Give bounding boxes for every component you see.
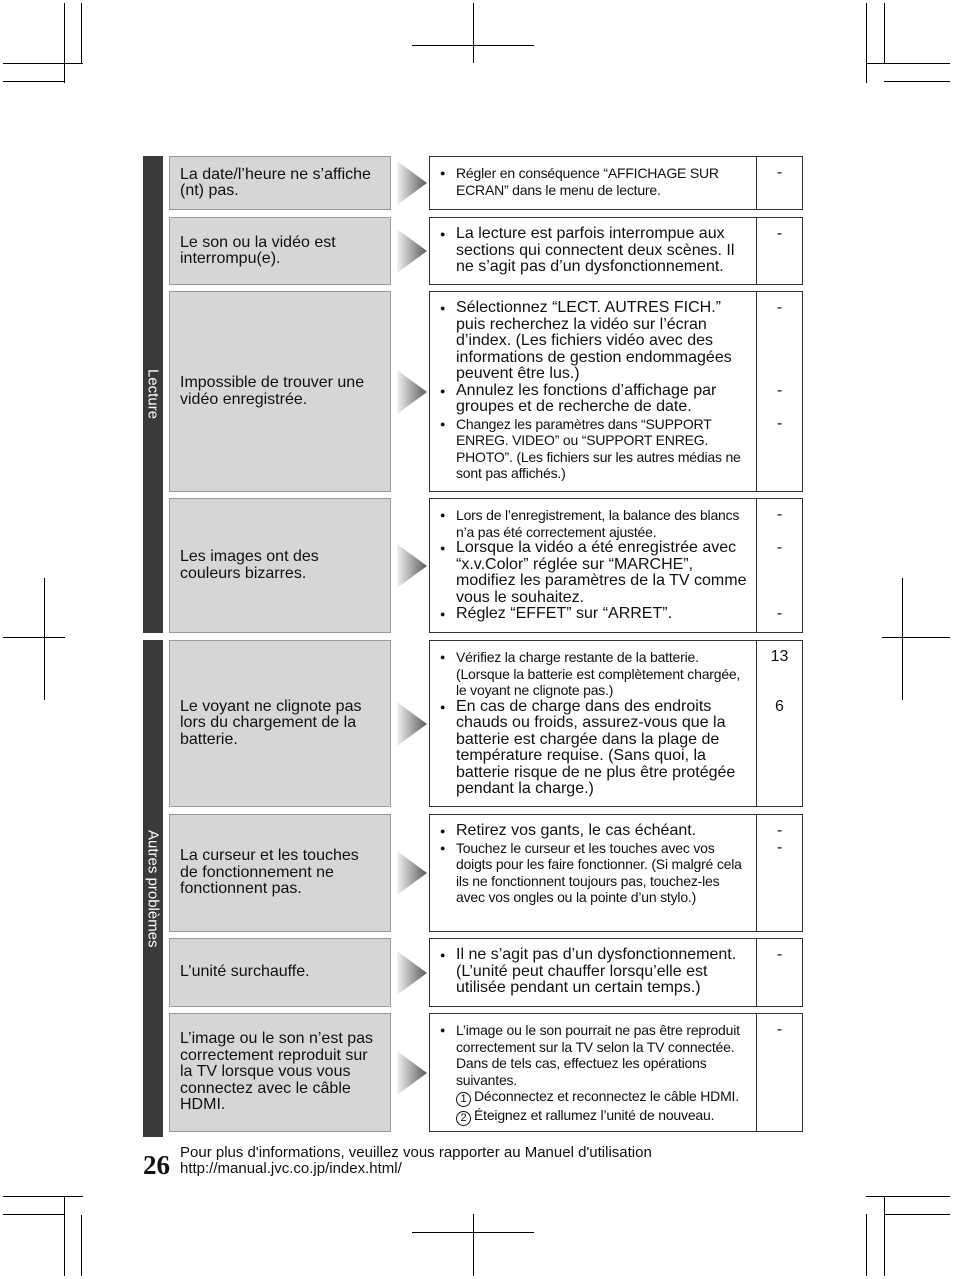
section-label: Lecture bbox=[144, 369, 162, 420]
problem-text: L’image ou le son n’est pas correctement reproduit sur la TV lorsque vous vous connectez avec le câble HDMI. bbox=[180, 1030, 374, 1114]
section-label: Autres problèmes bbox=[144, 829, 162, 948]
step-item bbox=[438, 1107, 748, 1126]
reference-page: - bbox=[776, 1021, 783, 1038]
solution-cell bbox=[429, 814, 757, 932]
solution-cell bbox=[429, 1013, 757, 1132]
solution-item: ● Sélectionnez “LECT. AUTRES FICH.” puis recherchez la vidéo sur l’écran d’index. (Les fichiers vidéo avec des informations de gestion endommagées peuvent être lus.) bbox=[438, 300, 748, 383]
reference-page: 6 bbox=[775, 697, 784, 715]
table-row bbox=[169, 217, 803, 285]
solution-cell bbox=[429, 291, 757, 492]
problem-cell bbox=[169, 1013, 391, 1132]
arrow-right-icon bbox=[397, 1051, 427, 1095]
solution-cell bbox=[429, 938, 757, 1007]
page-number: 26 bbox=[143, 1150, 170, 1180]
reference-page: - bbox=[776, 414, 783, 432]
step-number: 2 bbox=[456, 1111, 471, 1126]
reference-page: - bbox=[776, 605, 783, 622]
problem-cell bbox=[169, 156, 391, 210]
problem-cell bbox=[169, 938, 391, 1007]
footer-line: Pour plus d'informations, veuillez vous rapporter au Manuel d'utilisation bbox=[180, 1144, 652, 1161]
arrow-right-icon bbox=[397, 544, 427, 588]
table-row bbox=[169, 938, 803, 1007]
problem-cell bbox=[169, 217, 391, 285]
solution-item: ● La lecture est parfois interrompue aux sections qui connectent deux scènes. Il ne s’agit pas d’un dysfonctionnement. bbox=[438, 226, 748, 276]
reference-page-cell bbox=[757, 814, 803, 932]
table-row bbox=[169, 640, 803, 807]
arrow-right-icon bbox=[397, 951, 427, 995]
solution-item: ● Changez les paramètres dans “SUPPORT ENREG. VIDEO” ou “SUPPORT ENREG. PHOTO”. (Les fichiers sur les autres médias ne sont pas affichés.) bbox=[438, 416, 748, 482]
footer-url: http://manual.jvc.co.jp/index.html/ bbox=[180, 1160, 402, 1177]
step-item bbox=[438, 1088, 748, 1107]
arrow-right-icon bbox=[397, 229, 427, 273]
solution-item: ● Lorsque la vidéo a été enregistrée avec “x.v.Color” réglée sur “MARCHE”, modifiez les paramètres de la TV comme vous le souhaitez. bbox=[438, 540, 748, 606]
reference-page: - bbox=[776, 299, 783, 316]
problem-text: Le voyant ne clignote pas lors du chargement de la batterie. bbox=[180, 697, 362, 748]
reference-page: - bbox=[776, 838, 783, 856]
solution-item: ● Annulez les fonctions d’affichage par groupes et de recherche de date. bbox=[438, 383, 748, 416]
solution-cell bbox=[429, 640, 757, 807]
reference-page-cell bbox=[757, 498, 803, 633]
solution-item: ● Régler en conséquence “AFFICHAGE SUR ECRAN” dans le menu de lecture. bbox=[438, 165, 748, 198]
reference-page-cell bbox=[757, 938, 803, 1007]
solution-cell bbox=[429, 498, 757, 633]
step-number: 1 bbox=[456, 1092, 471, 1107]
section-tab-lecture bbox=[143, 156, 163, 633]
problem-cell bbox=[169, 814, 391, 932]
arrow-right-icon bbox=[397, 161, 427, 205]
table-row bbox=[169, 1013, 803, 1132]
problem-cell bbox=[169, 291, 391, 492]
table-row bbox=[169, 291, 803, 492]
reference-page: 13 bbox=[770, 648, 789, 665]
problem-text: Le son ou la vidéo est interrompu(e). bbox=[180, 233, 336, 267]
solution-item: ● En cas de charge dans des endroits chauds ou froids, assurez-vous que la batterie est chargée dans la plage de température requise. (Sans quoi, la batterie risque de ne plus être protégée pendant la charge.) bbox=[438, 699, 748, 798]
solution-item: ● Touchez le curseur et les touches avec vos doigts pour les faire fonctionner. (Si malgré cela ils ne fonctionnent toujours pas, touchez-les avec vos ongles ou la pointe d’un stylo.) bbox=[438, 840, 748, 906]
reference-page-cell bbox=[757, 291, 803, 492]
solution-cell bbox=[429, 156, 757, 210]
reference-page-cell bbox=[757, 1013, 803, 1132]
problem-cell bbox=[169, 498, 391, 633]
problem-text: La date/l’heure ne s’affiche (nt) pas. bbox=[180, 165, 371, 199]
problem-text: Impossible de trouver une vidéo enregistrée. bbox=[180, 374, 365, 408]
section-tab-autres bbox=[143, 640, 163, 1137]
reference-page: - bbox=[776, 822, 783, 839]
reference-page-cell bbox=[757, 156, 803, 210]
step-text: Éteignez et rallumez l’unité de nouveau. bbox=[474, 1107, 715, 1123]
arrow-right-icon bbox=[397, 370, 427, 414]
problem-text: La curseur et les touches de fonctionnement ne fonctionnent pas. bbox=[180, 847, 359, 898]
reference-page: - bbox=[776, 946, 783, 963]
reference-page: - bbox=[776, 539, 783, 556]
solution-item: ● L’image ou le son pourrait ne pas être reproduit correctement sur la TV selon la TV connectée. Dans de tels cas, effectuez les opérations suivantes. bbox=[438, 1022, 748, 1088]
problem-cell bbox=[169, 640, 391, 807]
reference-page: - bbox=[776, 225, 783, 242]
solution-item: ● Retirez vos gants, le cas échéant. bbox=[438, 823, 748, 840]
arrow-right-icon bbox=[397, 702, 427, 746]
problem-text: L’unité surchauffe. bbox=[180, 963, 310, 981]
reference-page-cell bbox=[757, 217, 803, 285]
table-row bbox=[169, 814, 803, 932]
table-row bbox=[169, 498, 803, 633]
footer-note bbox=[180, 1145, 652, 1177]
table-row bbox=[169, 156, 803, 210]
solution-cell bbox=[429, 217, 757, 285]
reference-page: - bbox=[776, 164, 783, 181]
arrow-right-icon bbox=[397, 851, 427, 895]
solution-item: ● Lors de l’enregistrement, la balance des blancs n’a pas été correctement ajustée. bbox=[438, 507, 748, 540]
reference-page: - bbox=[776, 381, 783, 399]
reference-page-cell bbox=[757, 640, 803, 807]
problem-text: Les images ont des couleurs bizarres. bbox=[180, 548, 319, 582]
solution-item: ● Il ne s’agit pas d’un dysfonctionnement. (L’unité peut chauffer lorsqu’elle est utilisée pendant un certain temps.) bbox=[438, 947, 748, 997]
step-text: Déconnectez et reconnectez le câble HDMI. bbox=[474, 1088, 739, 1104]
reference-page: - bbox=[776, 506, 783, 523]
solution-item: ● Réglez “EFFET” sur “ARRET”. bbox=[438, 606, 748, 623]
solution-item: ● Vérifiez la charge restante de la batterie. (Lorsque la batterie est complètement chargée, le voyant ne clignote pas.) bbox=[438, 649, 748, 699]
